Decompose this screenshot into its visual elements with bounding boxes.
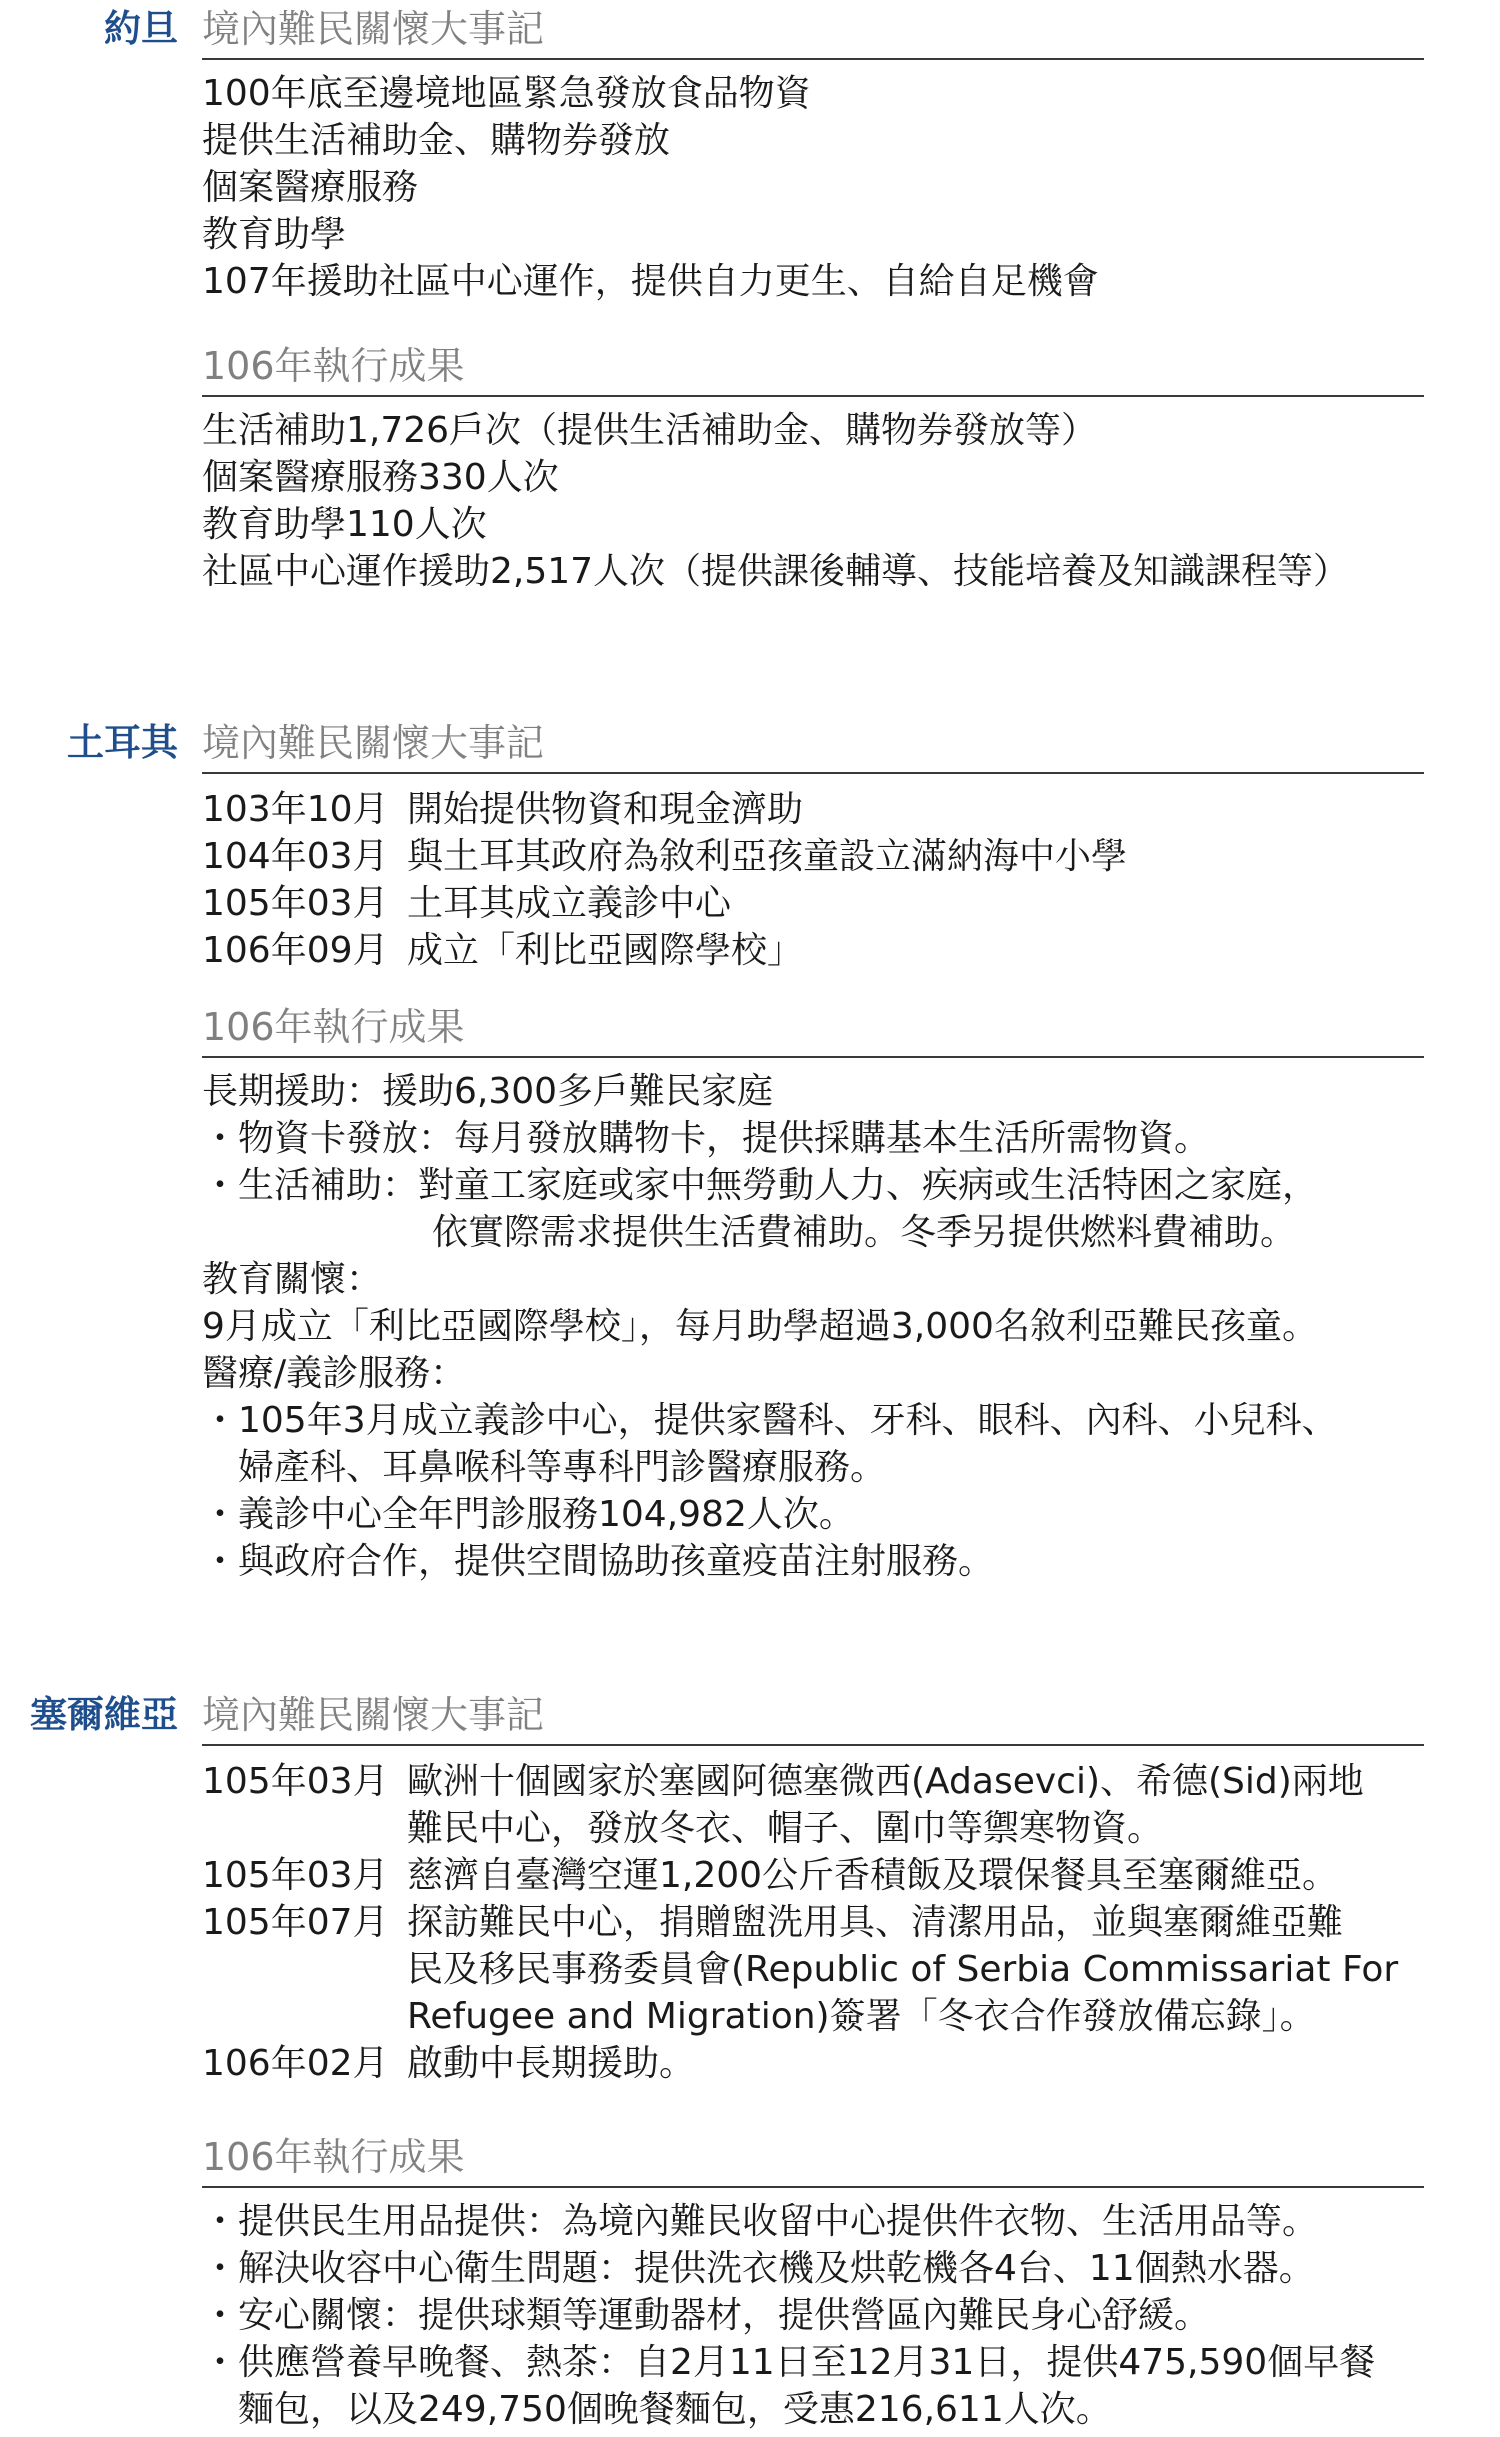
event-desc: 與土耳其政府為敘利亞孩童設立滿納海中小學 <box>407 836 1128 877</box>
country-label: 土耳其 <box>67 721 178 764</box>
timeline-row <box>202 786 1442 833</box>
country-label: 約旦 <box>104 7 178 50</box>
country-label: 塞爾維亞 <box>30 1693 178 1736</box>
timeline <box>202 1758 1442 2087</box>
bullet-text: 提供民生用品提供：為境內難民收留中心提供件衣物、生活用品等。 <box>238 2201 1319 2242</box>
section-heading: 境內難民關懷大事記 <box>202 4 1424 60</box>
bullet-dot: ・ <box>202 1541 239 1582</box>
bullet-text: 安心關懷：提供球類等運動器材，提供營區內難民身心舒緩。 <box>238 2295 1211 2336</box>
event-desc: 啟動中長期援助。 <box>407 2043 696 2084</box>
bullet-dot: ・ <box>202 2248 239 2289</box>
event-item: 100年底至邊境地區緊急發放食品物資 <box>202 73 811 114</box>
section-heading: 境內難民關懷大事記 <box>202 718 1424 774</box>
event-desc-cont: 難民中心，發放冬衣、帽子、圍巾等禦寒物資。 <box>407 1808 1164 1849</box>
bullet-item <box>202 1538 1442 1585</box>
bullet-item <box>202 1162 1442 1256</box>
results-list <box>202 2198 1442 2433</box>
event-desc: 成立「利比亞國際學校」 <box>407 930 804 971</box>
event-desc-cont: 民及移民事務委員會(Republic of Serbia Commissariat For <box>407 1949 1399 1990</box>
event-date: 105年03月 <box>202 1761 389 1802</box>
bullet-item <box>202 1491 1442 1538</box>
bullet-dot: ・ <box>202 1400 239 1441</box>
timeline-row <box>202 2040 1442 2087</box>
results-heading: 106年執行成果 <box>202 2132 1424 2188</box>
bullet-text: 解決收容中心衛生問題：提供洗衣機及烘乾機各4台、11個熱水器。 <box>238 2248 1315 2289</box>
results-heading: 106年執行成果 <box>202 1002 1424 1058</box>
event-date: 105年07月 <box>202 1902 389 1943</box>
event-date: 106年09月 <box>202 930 389 971</box>
bullet-item <box>202 2245 1442 2292</box>
education-label: 教育關懷： <box>202 1259 383 1300</box>
bullet-item <box>202 2198 1442 2245</box>
medical-label: 醫療/義診服務： <box>202 1353 467 1394</box>
timeline-row <box>202 1899 1442 2040</box>
bullet-item <box>202 2292 1442 2339</box>
event-date: 106年02月 <box>202 2043 389 2084</box>
bullet-text: 義診中心全年門診服務104,982人次。 <box>238 1494 855 1535</box>
result-item: 個案醫療服務330人次 <box>202 457 559 498</box>
results-list <box>202 1068 1442 1585</box>
timeline-row <box>202 880 1442 927</box>
result-item: 社區中心運作援助2,517人次（提供課後輔導、技能培養及知識課程等） <box>202 551 1350 592</box>
bullet-text-cont: 麵包，以及249,750個晚餐麵包，受惠216,611人次。 <box>238 2389 1112 2430</box>
timeline-row <box>202 1758 1442 1852</box>
results-heading: 106年執行成果 <box>202 341 1424 397</box>
long-term-aid: 長期援助：援助6,300多戶難民家庭 <box>202 1071 774 1112</box>
timeline-row <box>202 833 1442 880</box>
bullet-dot: ・ <box>202 2295 239 2336</box>
bullet-item <box>202 2339 1442 2433</box>
bullet-text: 生活補助：對童工家庭或家中無勞動人力、疾病或生活特困之家庭， <box>238 1165 1319 1206</box>
event-item: 個案醫療服務 <box>202 167 419 208</box>
bullet-text: 105年3月成立義診中心，提供家醫科、牙科、眼科、內科、小兒科、 <box>238 1400 1338 1441</box>
event-date: 104年03月 <box>202 836 389 877</box>
event-desc: 探訪難民中心，捐贈盥洗用具、清潔用品，並與塞爾維亞難 <box>407 1902 1344 1943</box>
bullet-dot: ・ <box>202 2201 239 2242</box>
bullet-item <box>202 1115 1442 1162</box>
event-desc: 開始提供物資和現金濟助 <box>407 789 804 830</box>
event-desc: 歐洲十個國家於塞國阿德塞微西(Adasevci)、希德(Sid)兩地 <box>407 1761 1364 1802</box>
bullet-dot: ・ <box>202 1118 239 1159</box>
result-item: 教育助學110人次 <box>202 504 487 545</box>
event-date: 103年10月 <box>202 789 389 830</box>
timeline <box>202 786 1442 974</box>
event-desc: 慈濟自臺灣空運1,200公斤香積飯及環保餐具至塞爾維亞。 <box>407 1855 1339 1896</box>
bullet-text-cont: 婦產科、耳鼻喉科等專科門診醫療服務。 <box>238 1447 887 1488</box>
event-item: 107年援助社區中心運作，提供自力更生、自給自足機會 <box>202 261 1099 302</box>
event-date: 105年03月 <box>202 883 389 924</box>
education-text: 9月成立「利比亞國際學校」，每月助學超過3,000名敘利亞難民孩童。 <box>202 1306 1318 1347</box>
timeline-row <box>202 1852 1442 1899</box>
event-desc-cont: Refugee and Migration)簽署「冬衣合作發放備忘錄」。 <box>407 1996 1316 2037</box>
bullet-item <box>202 1397 1442 1491</box>
section-heading: 境內難民關懷大事記 <box>202 1690 1424 1746</box>
event-item: 提供生活補助金、購物券發放 <box>202 120 671 161</box>
bullet-text: 與政府合作，提供空間協助孩童疫苗注射服務。 <box>238 1541 995 1582</box>
bullet-text-cont: 依實際需求提供生活費補助。冬季另提供燃料費補助。 <box>432 1212 1297 1253</box>
event-item: 教育助學 <box>202 214 347 255</box>
event-date: 105年03月 <box>202 1855 389 1896</box>
bullet-dot: ・ <box>202 2342 239 2383</box>
bullet-dot: ・ <box>202 1494 239 1535</box>
result-item: 生活補助1,726戶次（提供生活補助金、購物券發放等） <box>202 410 1098 451</box>
bullet-text: 物資卡發放：每月發放購物卡，提供採購基本生活所需物資。 <box>238 1118 1211 1159</box>
bullet-dot: ・ <box>202 1165 239 1206</box>
event-desc: 土耳其成立義診中心 <box>407 883 732 924</box>
timeline-row <box>202 927 1442 974</box>
event-list <box>202 70 1442 305</box>
results-list <box>202 407 1442 595</box>
bullet-text: 供應營養早晚餐、熱茶：自2月11日至12月31日，提供475,590個早餐 <box>238 2342 1376 2383</box>
